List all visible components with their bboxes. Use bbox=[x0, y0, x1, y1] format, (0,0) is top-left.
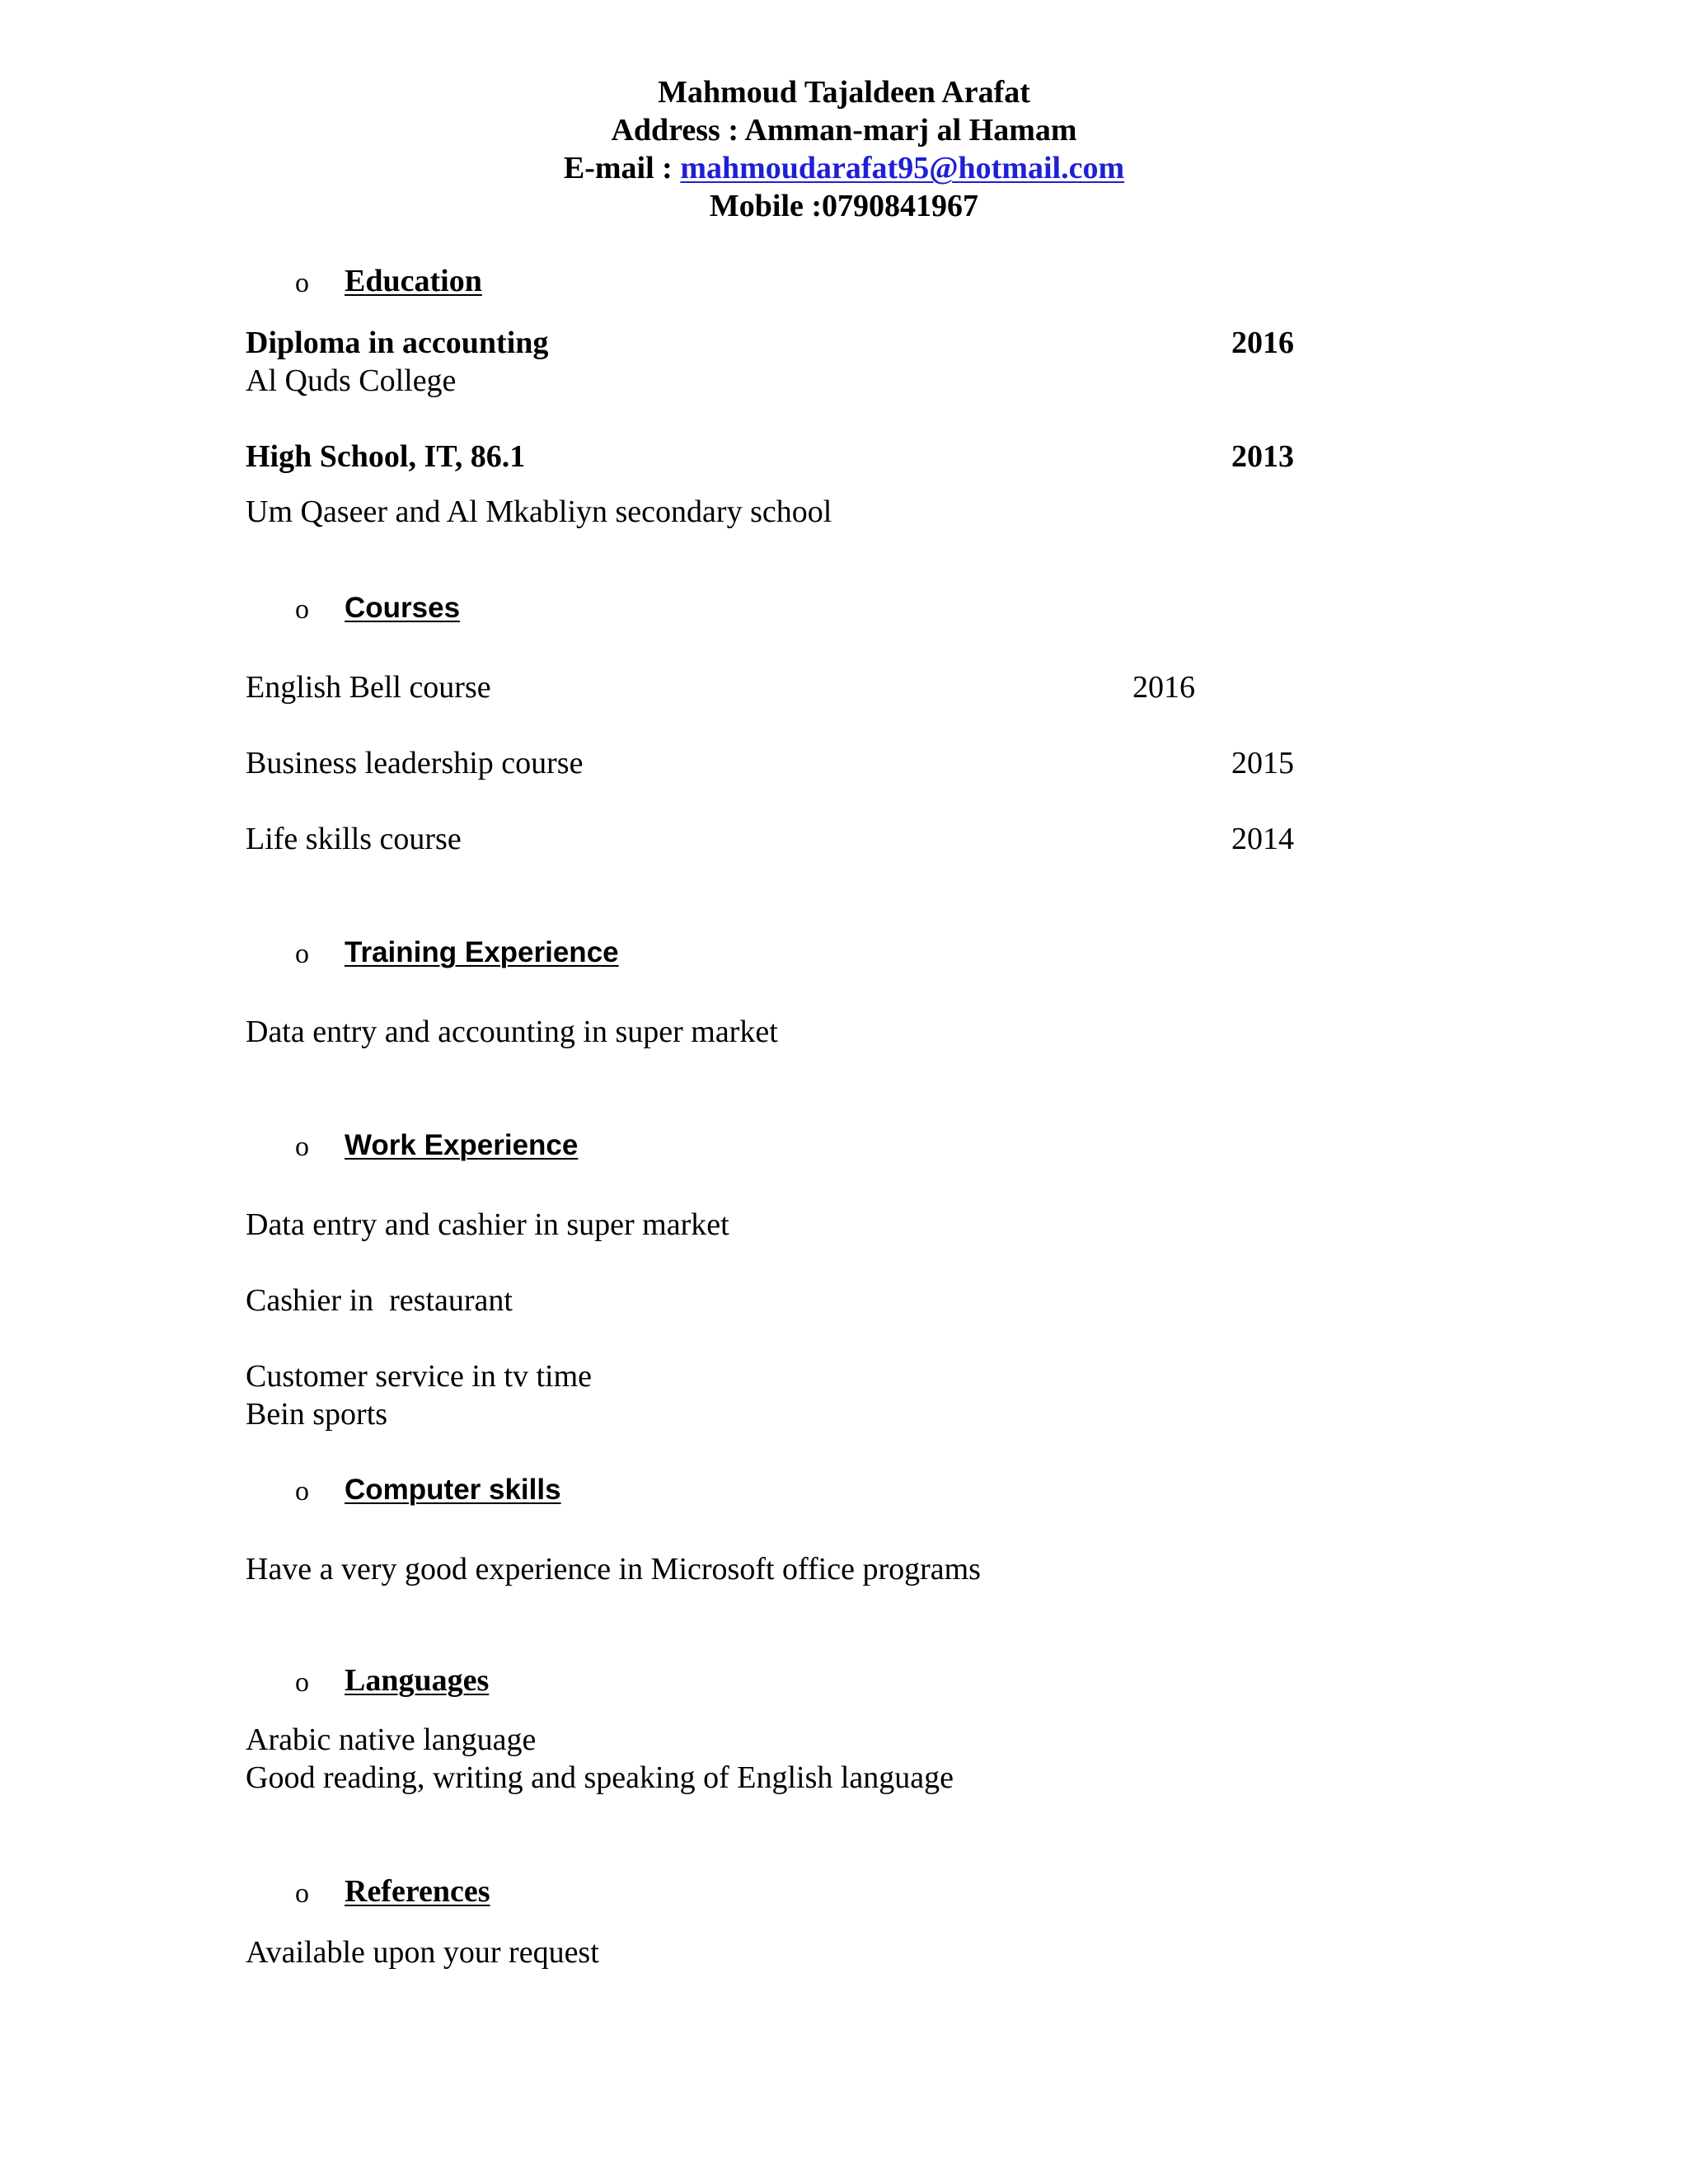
work-item: Bein sports bbox=[246, 1397, 388, 1432]
mobile-line: Mobile :0790841967 bbox=[709, 189, 979, 223]
bullet-icon: o bbox=[295, 1878, 309, 1909]
education-detail: Um Qaseer and Al Mkabliyn secondary school bbox=[246, 494, 832, 529]
education-year: 2013 bbox=[1231, 439, 1294, 474]
work-item: Cashier in restaurant bbox=[246, 1283, 513, 1318]
computer-skills-heading: Computer skills bbox=[345, 1474, 561, 1506]
course-year: 2015 bbox=[1231, 746, 1294, 780]
language-item: Arabic native language bbox=[246, 1722, 537, 1757]
candidate-name: Mahmoud Tajaldeen Arafat bbox=[658, 75, 1030, 110]
education-detail: Al Quds College bbox=[246, 363, 457, 398]
education-year: 2016 bbox=[1231, 326, 1294, 360]
bullet-icon: o bbox=[295, 1667, 309, 1698]
course-year: 2016 bbox=[1132, 670, 1195, 705]
references-item: Available upon your request bbox=[246, 1935, 599, 1970]
work-item: Customer service in tv time bbox=[246, 1359, 593, 1394]
bullet-icon: o bbox=[295, 594, 309, 625]
training-item: Data entry and accounting in super market bbox=[246, 1015, 778, 1049]
bullet-icon: o bbox=[295, 1132, 309, 1162]
email-link[interactable]: mahmoudarafat95@hotmail.com bbox=[680, 151, 1125, 185]
education-title: High School, IT, 86.1 bbox=[246, 439, 526, 474]
work-item: Data entry and cashier in super market bbox=[246, 1207, 729, 1242]
bullet-icon: o bbox=[295, 268, 309, 298]
courses-heading: Courses bbox=[345, 592, 461, 624]
course-year: 2014 bbox=[1231, 822, 1294, 856]
work-heading: Work Experience bbox=[345, 1129, 579, 1161]
languages-heading: Languages bbox=[345, 1663, 490, 1698]
language-item: Good reading, writing and speaking of English language bbox=[246, 1760, 954, 1795]
address-line: Address : Amman-marj al Hamam bbox=[611, 113, 1077, 148]
course-name: Life skills course bbox=[246, 822, 462, 856]
references-heading: References bbox=[345, 1874, 490, 1909]
email-label: E-mail : bbox=[563, 151, 681, 185]
course-name: Business leadership course bbox=[246, 746, 584, 780]
email-line bbox=[0, 149, 1688, 187]
education-title: Diploma in accounting bbox=[246, 326, 549, 360]
computer-skill-item: Have a very good experience in Microsoft office programs bbox=[246, 1552, 981, 1586]
course-name: English Bell course bbox=[246, 670, 491, 705]
education-heading: Education bbox=[345, 264, 482, 298]
bullet-icon: o bbox=[295, 939, 309, 969]
training-heading: Training Experience bbox=[345, 936, 619, 968]
bullet-icon: o bbox=[295, 1476, 309, 1507]
